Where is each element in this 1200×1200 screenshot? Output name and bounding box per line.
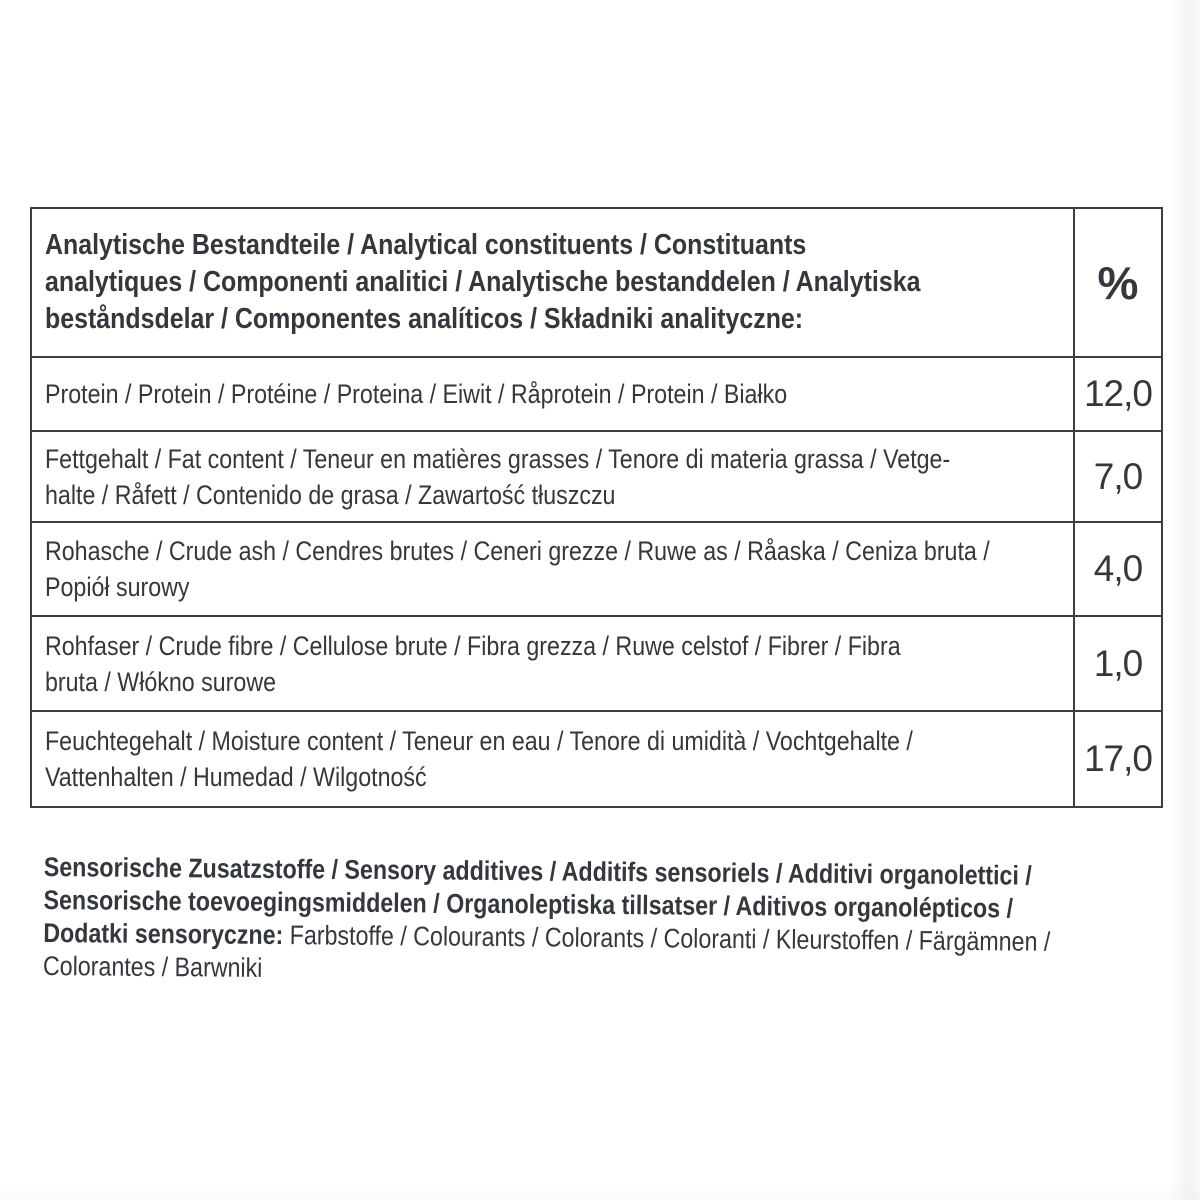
row-label-line: halte / Råfett / Contenido de grasa / Zawartość tłuszczu	[45, 479, 616, 510]
row-label	[32, 432, 1073, 521]
header-label-line: beståndsdelar / Componentes analíticos / Składniki analityczne:	[45, 303, 804, 335]
additives-line: Colorantes / Barwniki	[42, 950, 263, 983]
header-label	[32, 209, 1073, 356]
additives-line: Sensorische Zusatzstoffe / Sensory additives / Additifs sensoriels / Additivi organolettici /	[43, 851, 1032, 891]
row-label	[32, 523, 1073, 615]
row-label	[32, 712, 1073, 806]
row-label-line: Rohasche / Crude ash / Cendres brutes / Ceneri grezze / Ruwe as / Råaska / Ceniza bruta /	[45, 536, 990, 566]
header-label-line: analytiques / Componenti analitici / Analytische bestanddelen / Analytiska	[45, 266, 921, 298]
table-row-protein	[32, 358, 1161, 432]
photo-edge-shadow-right	[1170, 0, 1200, 1200]
header-unit-cell	[1073, 209, 1161, 356]
row-label-line: Rohfaser / Crude fibre / Cellulose brute / Fibra grezza / Ruwe celstof / Fibrer / Fibra	[45, 630, 901, 661]
row-label-line: bruta / Włókno surowe	[45, 666, 277, 697]
row-label-line: Fettgehalt / Fat content / Teneur en matières grasses / Tenore di materia grassa / Vetge-	[45, 443, 951, 474]
row-label-line: Feuchtegehalt / Moisture content / Teneur en eau / Tenore di umidità / Vochtgehalte /	[45, 726, 913, 756]
additives-line: Sensorische toevoegingsmiddelen / Organoleptiska tillsatser / Aditivos organolépticos /	[43, 884, 1014, 924]
table-row-fat	[32, 432, 1161, 523]
row-label-line: Popiół surowy	[45, 572, 190, 602]
additives-lead-label: Dodatki sensoryczne:	[43, 917, 284, 951]
row-value-cell	[1073, 523, 1161, 615]
header-label-line: Analytische Bestandteile / Analytical constituents / Constituants	[45, 229, 807, 261]
row-value-cell	[1073, 617, 1161, 710]
row-value-cell	[1073, 712, 1161, 806]
row-value: 12,0	[1083, 373, 1152, 414]
analytical-constituents-table	[30, 207, 1163, 808]
photo-edge-shadow-bottom	[0, 1182, 1200, 1200]
row-label-line: Vattenhalten / Humedad / Wilgotność	[45, 762, 427, 792]
table-row-crude-ash	[32, 523, 1161, 617]
row-value: 17,0	[1083, 738, 1152, 779]
table-row-moisture	[32, 712, 1161, 806]
percent-unit-label: %	[1097, 256, 1139, 309]
row-value: 4,0	[1093, 548, 1143, 589]
row-value-cell	[1073, 358, 1161, 430]
row-value: 1,0	[1093, 642, 1143, 684]
sensory-additives-paragraph	[43, 851, 1194, 993]
additives-colourants-text: Farbstoffe / Colourants / Colorants / Coloranti / Kleurstoffen / Färgämnen /	[283, 920, 1051, 957]
row-value: 7,0	[1093, 455, 1143, 497]
row-label	[32, 617, 1073, 710]
table-row-crude-fibre	[32, 617, 1161, 712]
row-value-cell	[1073, 432, 1161, 521]
table-header-row	[32, 209, 1161, 358]
row-label-line: Protein / Protein / Protéine / Proteina / Eiwit / Råprotein / Protein / Białko	[45, 379, 788, 409]
row-label	[32, 358, 1073, 430]
